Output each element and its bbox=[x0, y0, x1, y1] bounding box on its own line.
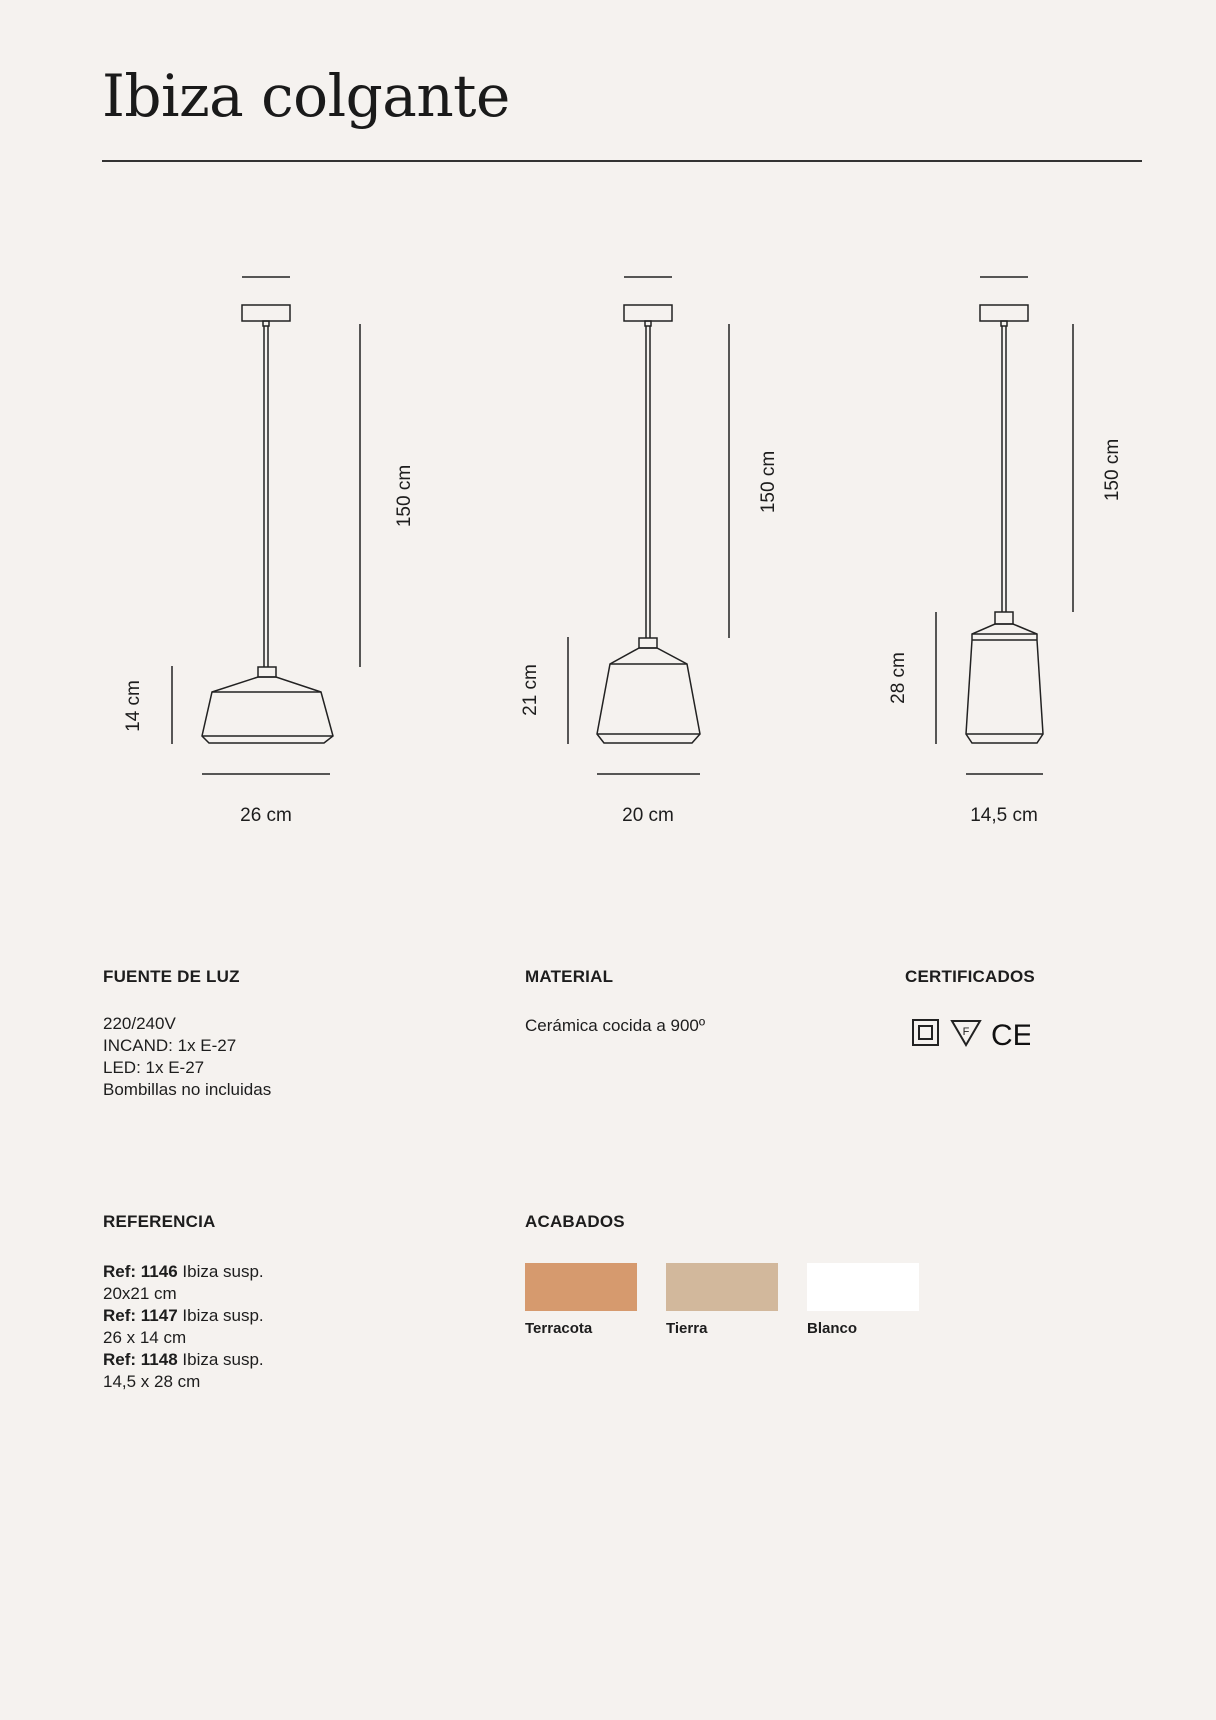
fuente-line: Bombillas no incluidas bbox=[103, 1080, 272, 1099]
width-label-1: 26 cm bbox=[240, 805, 292, 826]
swatch-blanco bbox=[807, 1263, 919, 1311]
lamp-drawing-2 bbox=[568, 277, 729, 774]
material-text: Cerámica cocida a 900º bbox=[525, 1016, 706, 1035]
page-title: Ibiza colgante bbox=[102, 62, 510, 130]
double-insulation-icon bbox=[913, 1020, 938, 1045]
fuente-details bbox=[103, 1013, 271, 1101]
swatch-label-blanco: Blanco bbox=[807, 1320, 858, 1337]
width-label-2: 20 cm bbox=[622, 805, 674, 826]
referencia-heading: REFERENCIA bbox=[103, 1212, 216, 1231]
fuente-line: LED: 1x E-27 bbox=[103, 1058, 205, 1077]
width-label-3: 14,5 cm bbox=[970, 805, 1038, 826]
ref-code: Ref: 1148 bbox=[103, 1350, 178, 1369]
material-heading: MATERIAL bbox=[525, 967, 614, 986]
ref-name: Ibiza susp. bbox=[177, 1262, 264, 1281]
lamp-drawing-3 bbox=[936, 277, 1073, 774]
ref-code: Ref: 1147 bbox=[103, 1306, 178, 1325]
cable-length-label-2: 150 cm bbox=[758, 450, 779, 514]
lamp-drawing-1 bbox=[172, 277, 360, 774]
ref-line bbox=[103, 1305, 264, 1327]
ref-size: 14,5 x 28 cm bbox=[103, 1372, 201, 1391]
f-mark-icon bbox=[952, 1021, 980, 1045]
ref-code: Ref: 1146 bbox=[103, 1262, 178, 1281]
ref-name: Ibiza susp. bbox=[177, 1350, 264, 1369]
acabados-heading: ACABADOS bbox=[525, 1212, 625, 1231]
ce-mark-icon: CE bbox=[991, 1019, 1030, 1050]
fuente-line: INCAND: 1x E-27 bbox=[103, 1036, 237, 1055]
svg-text:F: F bbox=[962, 1026, 970, 1038]
referencia-list bbox=[103, 1261, 264, 1393]
height-label-2: 21 cm bbox=[520, 664, 541, 716]
certificados-icons bbox=[910, 1016, 1030, 1055]
cable-length-label-3: 150 cm bbox=[1102, 438, 1123, 502]
height-label-3: 28 cm bbox=[888, 652, 909, 704]
ref-name: Ibiza susp. bbox=[177, 1306, 264, 1325]
ref-line bbox=[103, 1261, 264, 1283]
swatch-tierra bbox=[666, 1263, 778, 1311]
fuente-heading: FUENTE DE LUZ bbox=[103, 967, 240, 986]
ref-size: 20x21 cm bbox=[103, 1284, 177, 1303]
certificados-heading: CERTIFICADOS bbox=[905, 967, 1035, 986]
swatch-label-tierra: Tierra bbox=[666, 1320, 708, 1337]
height-label-1: 14 cm bbox=[123, 680, 144, 732]
ref-line bbox=[103, 1349, 264, 1371]
swatch-label-terracota: Terracota bbox=[525, 1320, 593, 1337]
swatch-terracota bbox=[525, 1263, 637, 1311]
cable-length-label-1: 150 cm bbox=[394, 464, 415, 528]
fuente-line: 220/240V bbox=[103, 1014, 176, 1033]
ref-size: 26 x 14 cm bbox=[103, 1328, 187, 1347]
